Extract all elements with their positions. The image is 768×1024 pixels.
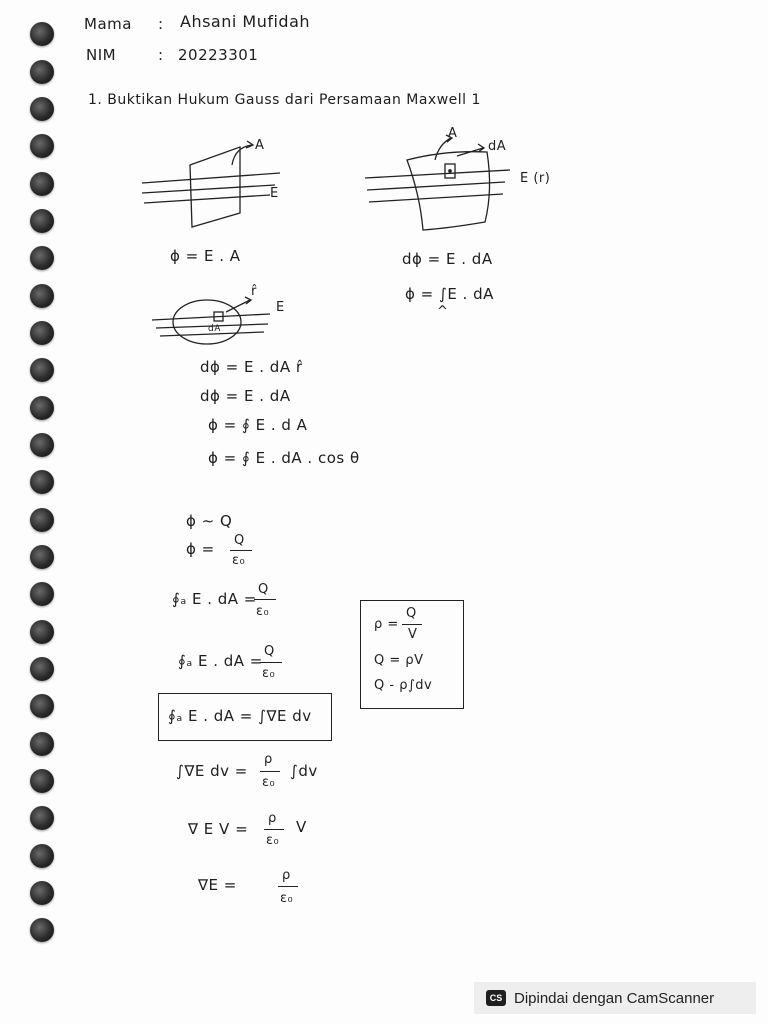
binder-hole [30,321,54,345]
camscanner-footer [474,982,756,1014]
eq-d2: dϕ = E . dA [200,387,291,405]
eq-caret: ^ [437,304,449,319]
eq-gauss-A1-eps: ε₀ [256,604,270,619]
eq-div2-rho: ρ [268,811,277,826]
binder-hole [30,918,54,942]
eq-phi-Q: Q [234,533,245,548]
binder-hole [30,806,54,830]
eq-div2-lhs: ∇ E V = [188,820,249,838]
side-rho: ρ = [374,617,399,632]
eq-gauss-A1-Q: Q [258,582,269,597]
nim-separator: : [158,46,164,64]
binder-hole [30,508,54,532]
fig2-label-Er: E (r) [520,171,551,186]
binder-hole [30,134,54,158]
binder-hole [30,209,54,233]
eq-gauss-A2-eps: ε₀ [262,666,276,681]
fraction-bar [254,599,276,600]
fig3-label-dA: dA [208,324,221,334]
binder-hole [30,881,54,905]
eq-div2-eps: ε₀ [266,833,280,848]
fraction-bar [278,886,298,887]
binder-hole [30,396,54,420]
side-V: V [408,627,418,642]
binder-hole [30,620,54,644]
fraction-bar [264,829,284,830]
side-Q1: Q = ρV [374,653,424,668]
binder-hole [30,172,54,196]
binder-hole [30,246,54,270]
name-label: Mama [84,15,132,33]
binder-hole [30,470,54,494]
closed-surface-figure [152,288,282,350]
fig2-label-A: A [448,126,458,141]
fraction-bar [260,771,280,772]
binder-hole [30,545,54,569]
binder-hole [30,284,54,308]
eq-div3-eps: ε₀ [280,891,294,906]
camscanner-logo-icon: CS [486,990,506,1006]
name-value: Ahsani Mufidah [180,12,311,31]
eq-div1-eps: ε₀ [262,775,276,790]
fig3-label-E: E [276,300,285,315]
eq-flux-simple: ϕ = E . A [170,247,241,265]
eq-boxed: ∮ₐ E . dA = ∫∇E dv [168,707,312,725]
binder-hole [30,769,54,793]
name-separator: : [158,15,164,33]
side-Q: Q [406,606,417,621]
eq-d4: ϕ = ∮ E . dA . cos θ [208,449,360,467]
eq-flux-integral: ϕ = ∫E . dA [405,285,494,303]
side-Q2: Q - ρ∫dv [374,678,433,693]
binder-hole [30,732,54,756]
binder-hole [30,60,54,84]
binder-hole [30,358,54,382]
eq-phi-eps: ε₀ [232,553,246,568]
eq-d3: ϕ = ∮ E . d A [208,416,308,434]
nim-value: 20223301 [178,46,259,64]
fig2-label-dA: dA [488,139,507,154]
eq-div3-lhs: ∇E = [198,876,237,894]
eq-dflux: dϕ = E . dA [402,250,493,268]
fig1-label-A: A [255,138,265,153]
fraction-bar [230,550,252,551]
binder-hole [30,657,54,681]
eq-gauss-A2: ∮ₐ E . dA = [178,652,263,670]
binder-hole [30,97,54,121]
question-text: 1. Buktikan Hukum Gauss dari Persamaan Maxwell 1 [88,92,481,108]
eq-div1-rhs: ∫dv [290,762,318,780]
binder-hole [30,844,54,868]
eq-phi-eq: ϕ = [186,540,215,558]
eq-div1-rho: ρ [264,752,273,767]
eq-div1-lhs: ∫∇E dv = [176,762,248,780]
fraction-bar [260,662,282,663]
eq-div2-rhs: V [296,818,307,836]
eq-div3-rho: ρ [282,868,291,883]
fig3-label-r: r̂ [251,284,257,299]
binder-holes [30,22,60,962]
nim-label: NIM [86,46,117,64]
camscanner-footer-text: Dipindai dengan CamScanner [514,989,715,1007]
binder-hole [30,433,54,457]
binder-hole [30,582,54,606]
eq-gauss-A1: ∮ₐ E . dA = [172,590,257,608]
eq-prop: ϕ ∼ Q [186,512,233,530]
binder-hole [30,694,54,718]
fig1-label-E: E [270,186,279,201]
eq-gauss-A2-Q: Q [264,644,275,659]
binder-hole [30,22,54,46]
eq-d1: dϕ = E . dA r̂ [200,358,303,376]
fraction-bar [402,624,422,625]
